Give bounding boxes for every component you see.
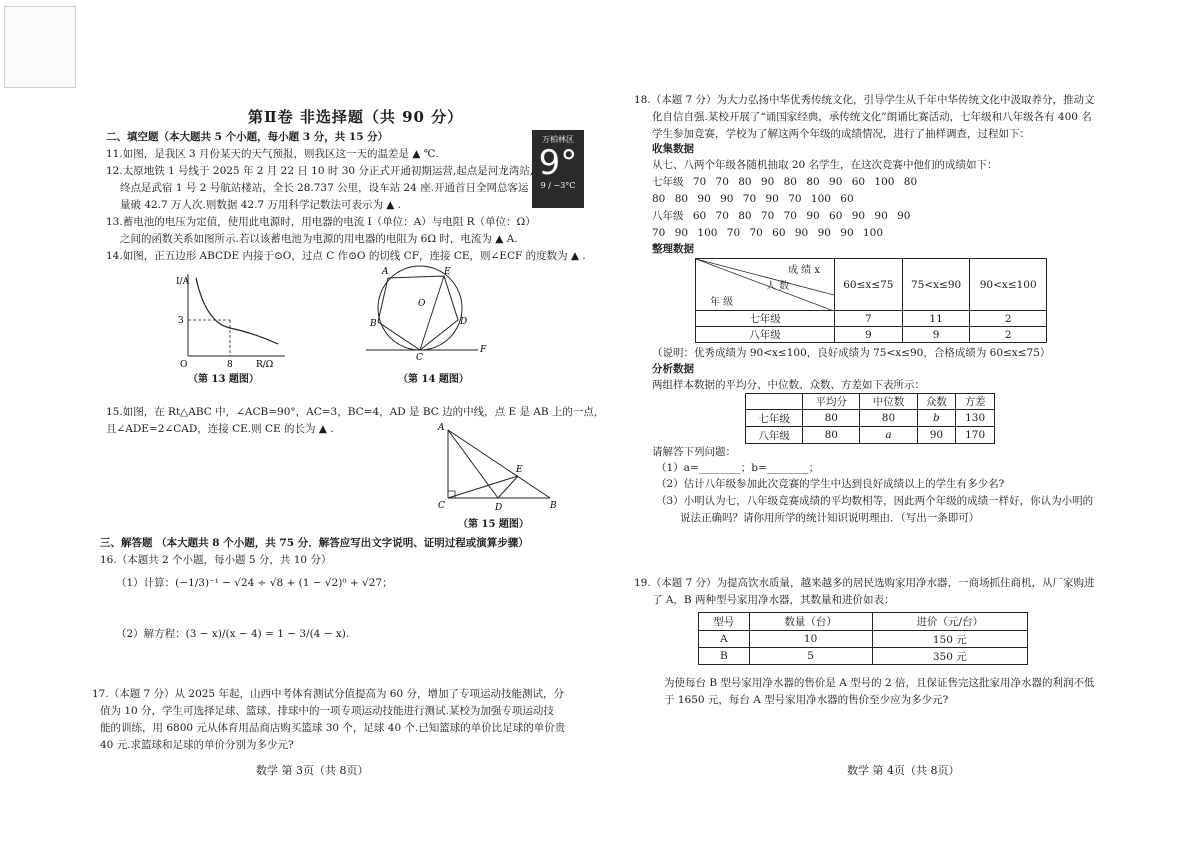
fig14-F: F (480, 345, 487, 355)
question-13-line1: 13.蓄电池的电压为定值，使用此电源时，用电器的电流 I（单位：A）与电阻 R（单位：Ω） (106, 216, 536, 228)
table-row (696, 327, 1047, 343)
question-15-line1: 15.如图，在 Rt△ABC 中，∠ACB=90°，AC=3，BC=4，AD 是 BC 边的中线，点 E 是 AB 上的一点， (106, 406, 605, 418)
figure-13-caption: （第 13 题图） (188, 374, 259, 385)
table2-header: 中位数 (860, 394, 917, 410)
figure-15-triangle (432, 420, 562, 512)
table-diagonal-header (696, 259, 835, 311)
question-16: 16.（本题共 2 个小题，每小题 5 分，共 10 分） (100, 554, 332, 566)
table1-col-header: 90<x≤100 (970, 259, 1047, 311)
collect-data-desc: 从七、八两个年级各随机抽取 20 名学生，在这次竞赛中他们的成绩如下： (652, 159, 998, 171)
fig14-O: O (418, 299, 426, 309)
table3-cell: B (699, 648, 750, 665)
fig13-x8: 8 (227, 360, 233, 368)
question-18-part3-line2: 说法正确吗？请你用所学的统计知识说明理由．（写出一条即可） (680, 512, 980, 524)
collect-data-heading: 收集数据 (652, 143, 694, 155)
table3-cell: 5 (749, 648, 872, 665)
section-title: 第Ⅱ卷 非选择题（共 90 分） (248, 108, 464, 126)
table-row (696, 311, 1047, 327)
fig14-D: D (460, 317, 468, 327)
table2-cell: 七年级 (746, 410, 803, 427)
table2-cell: 90 (917, 427, 956, 444)
question-12-line3: 量破 42.7 万人次.则数据 42.7 万用科学记数法可表示为 ▲ . (120, 199, 402, 211)
fig13-y3: 3 (178, 316, 184, 326)
table3-cell: 10 (749, 631, 872, 648)
grade8-scores-line1: 八年级 60 70 80 70 70 90 60 90 90 90 (652, 210, 911, 222)
figure-14-circle (366, 262, 496, 366)
weather-temperature: 9° (538, 143, 578, 183)
fig15-C: C (438, 501, 445, 511)
table3-header: 数量（台） (749, 613, 872, 631)
table-row (746, 410, 995, 427)
weather-location: 万柏林区 (542, 135, 574, 144)
weather-range: 9 / −3°C (540, 181, 576, 190)
diag-header-grade: 年 级 (710, 297, 734, 308)
table2-cell: 130 (956, 410, 995, 427)
fig14-B: B (370, 319, 377, 329)
question-19-line3: 为使每台 B 型号家用净水器的售价是 A 型号的 2 倍，且保证售完这批家用净水器的利润不低 (664, 677, 1095, 689)
solve-section-header: 三、解答题 （本大题共 8 个小题，共 75 分．解答应写出文字说明、证明过程或演算步骤） (100, 537, 529, 549)
question-18-part1: （1）a=________；b=________； (656, 462, 820, 474)
table-row (699, 648, 1028, 665)
table2-header (746, 394, 803, 410)
table2-header: 平均分 (803, 394, 860, 410)
question-12-line1: 12.太原地铁 1 号线于 2025 年 2 月 22 日 10 时 30 分正式开通初期运营,起点是河龙湾站, (106, 165, 534, 177)
table2-cell: a (860, 427, 917, 444)
question-16-part1: （1）计算：(−1/3)⁻¹ − √24 ÷ √8 + (1 − √2)⁰ + √27； (116, 577, 393, 589)
fig13-xlabel: R/Ω (256, 360, 274, 368)
fig13-origin: O (180, 360, 188, 368)
table1-cell: 9 (835, 327, 903, 343)
table3-cell: A (699, 631, 750, 648)
grade8-scores-line2: 70 90 100 70 70 60 90 90 90 100 (652, 227, 884, 239)
question-18-line1: 18.（本题 7 分）为大力弘扬中华优秀传统文化，引导学生从千年中华传统文化中汲取养分，推动文 (634, 94, 1095, 106)
right-page-footer: 数学 第 4页（共 8页） (847, 764, 960, 777)
table1-cell: 11 (902, 311, 970, 327)
fig14-E: E (444, 267, 451, 277)
table3-cell: 350 元 (872, 648, 1027, 665)
grade7-scores-line2: 80 80 90 90 70 90 70 100 60 (652, 193, 854, 205)
question-12-line2: 终点是武宿 1 号 2 号航站楼站，全长 28.737 公里，设车站 24 座.开通首日全网总客运 (120, 182, 529, 194)
figure-13-graph (160, 268, 290, 368)
analyze-data-heading: 分析数据 (652, 363, 694, 375)
question-18-part3-line1: （3）小明认为七，八年级竞赛成绩的平均数相等，因此两个年级的成绩一样好，你认为小明的 (656, 495, 1094, 507)
table3-header: 进价（元/台） (872, 613, 1027, 631)
fig15-D: D (495, 503, 503, 512)
questions-intro: 请解答下列问题： (652, 446, 736, 458)
table1-cell: 2 (970, 311, 1047, 327)
fig14-C: C (416, 353, 423, 363)
question-13-line2: 之间的函数关系如图所示.若以该蓄电池为电源的用电器的电阻为 6Ω 时，电流为 ▲ A. (120, 233, 518, 245)
table1-cell: 2 (970, 327, 1047, 343)
score-distribution-table (695, 258, 1047, 343)
table2-cell: 80 (803, 410, 860, 427)
grade7-scores-line1: 七年级 70 70 80 90 80 80 90 60 100 80 (652, 176, 918, 188)
question-18-line3: 学生参加竞赛，学校为了解这两个年级的成绩情况，进行了抽样调查，过程如下： (652, 128, 1030, 140)
table3-header: 型号 (699, 613, 750, 631)
table-row (699, 631, 1028, 648)
fig15-B: B (550, 501, 557, 511)
statistics-table (745, 393, 995, 444)
question-17-line4: 40 元.求篮球和足球的单价分别为多少元? (100, 739, 294, 751)
table2-header: 方差 (956, 394, 995, 410)
figure-14-caption: （第 14 题图） (398, 374, 469, 385)
figure-15-caption: （第 15 题图） (458, 519, 529, 530)
question-19-line1: 19.（本题 7 分）为提高饮水质量，越来越多的居民选购家用净水器，一商场抓住商机，从厂家购进 (634, 577, 1095, 589)
table-row (746, 427, 995, 444)
question-19-line2: 了 A，B 两种型号家用净水器，其数量和进价如表： (652, 594, 895, 606)
table1-col-header: 60≤x≤75 (835, 259, 903, 311)
grade-note: （说明：优秀成绩为 90<x≤100，良好成绩为 75<x≤90，合格成绩为 60≤x≤75） (652, 347, 1051, 359)
diag-header-score: 成 绩 x (788, 265, 820, 276)
organize-data-heading: 整理数据 (652, 243, 694, 255)
table2-cell: b (917, 410, 956, 427)
fig15-E: E (516, 465, 523, 475)
fill-blank-header: 二、填空题（本大题共 5 个小题，每小题 3 分，共 15 分） (106, 131, 389, 143)
question-19-line4: 于 1650 元，每台 A 型号家用净水器的售价至少应为多少元? (664, 694, 949, 706)
question-17-line2: 值为 10 分，学生可选择足球、篮球、排球中的一项专项运动技能进行测试.某校为加强专项运动技 (100, 705, 554, 717)
question-18-line2: 化自信自强.某校开展了“诵国家经典，承传统文化”朗诵比赛活动，七年级和八年级各有 400 名 (652, 111, 1092, 123)
table1-col-header: 75<x≤90 (902, 259, 970, 311)
water-purifier-table (698, 612, 1028, 665)
table3-cell: 150 元 (872, 631, 1027, 648)
left-page-footer: 数学 第 3页（共 8页） (256, 764, 369, 777)
table2-cell: 170 (956, 427, 995, 444)
weather-forecast-image (532, 130, 584, 208)
fig14-A: A (382, 267, 389, 277)
table2-cell: 80 (860, 410, 917, 427)
question-11: 11.如图，是我区 3 月份某天的天气预报，则我区这一天的温差是 ▲ ℃. (106, 148, 439, 160)
scan-corner-mark (4, 6, 76, 88)
table2-cell: 八年级 (746, 427, 803, 444)
diag-header-count: 人 数 (766, 281, 790, 292)
question-17-line3: 能的训练，用 6800 元从体育用品商店购买篮球 30 个，足球 40 个.已知篮球的单价比足球的单价贵 (100, 722, 566, 734)
table2-cell: 80 (803, 427, 860, 444)
fig13-ylabel: I/A (176, 277, 190, 287)
table1-cell: 9 (902, 327, 970, 343)
question-17-line1: 17.（本题 7 分）从 2025 年起，山西中考体育测试分值提高为 60 分，增加了专项运动技能测试，分 (92, 688, 564, 700)
question-15-line2: 且∠ADE=2∠CAD，连接 CE.则 CE 的长为 ▲ . (106, 423, 334, 435)
table1-row-label: 七年级 (696, 311, 835, 327)
question-18-part2: （2）估计八年级参加此次竞赛的学生中达到良好成绩以上的学生有多少名? (656, 478, 1005, 490)
table2-header: 众数 (917, 394, 956, 410)
question-14: 14.如图，正五边形 ABCDE 内接于⊙O，过点 C 作⊙O 的切线 CF，连接 CE，则∠ECF 的度数为 ▲ . (106, 250, 586, 262)
table1-row-label: 八年级 (696, 327, 835, 343)
analyze-data-desc: 两组样本数据的平均分、中位数、众数、方差如下表所示： (652, 379, 925, 391)
question-16-part2: （2）解方程：(3 − x)/(x − 4) = 1 − 3/(4 − x). (116, 628, 350, 640)
fig15-A: A (438, 423, 445, 433)
table1-cell: 7 (835, 311, 903, 327)
